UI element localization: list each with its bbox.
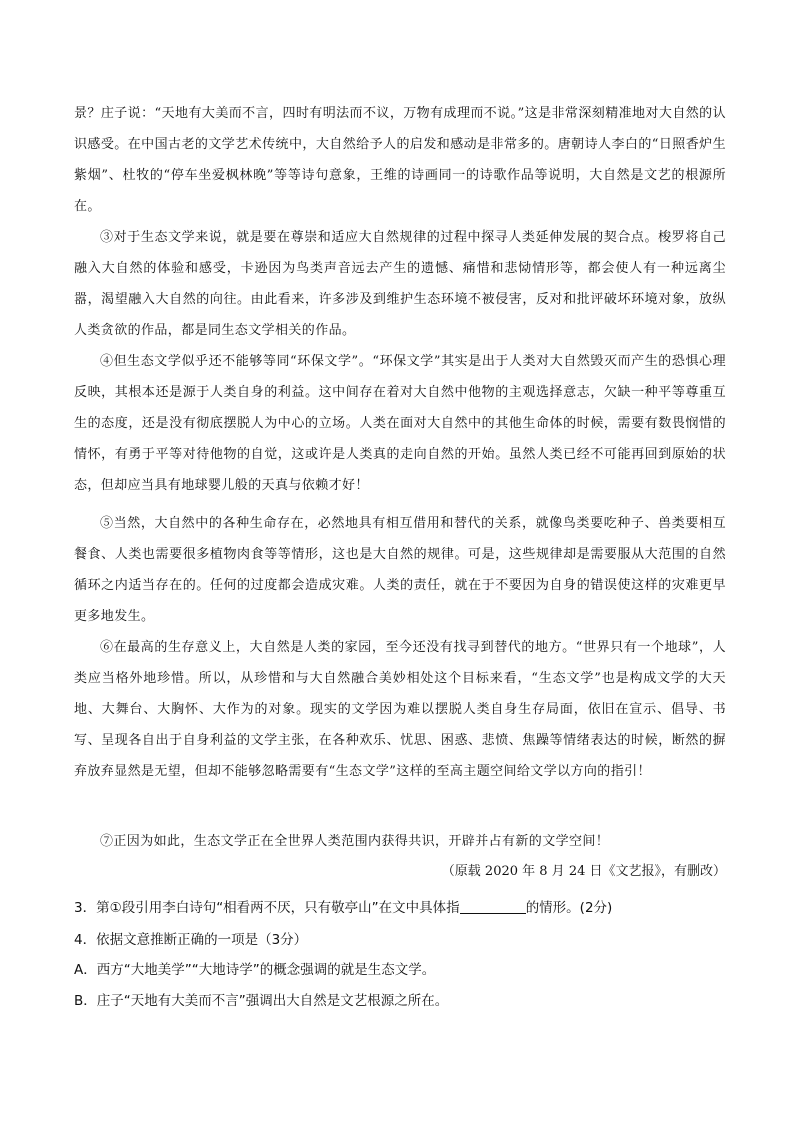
answer-blank[interactable]: [460, 899, 526, 914]
question-3-text: 3．第①段引用李白诗句“相看两不厌，只有敬亭山”在文中具体指: [74, 900, 460, 916]
question-4: 4．依据文意推断正确的一项是（3分）: [74, 932, 308, 948]
paragraph-4: ④但生态文学似乎还不能够等同“环保文学”。“环保文学”其实是出于人类对大自然毁灭而产生的恐惧心理反映，其根本还是源于人类自身的利益。这中间存在着对大自然中他物的主观选择意志，欠缺一种平等尊重互生的态度，还是没有彻底摆脱人为中心的立场。人类在面对大自然中的其他生命体的时候，需要有数畏悯惜的情怀，有勇于平等对待他物的自觉，这或许是人类真的走向自然的开始。虽然人类已经不可能再回到原始的状态，但却应当具有地球婴儿般的天真与依赖才好！: [74, 354, 726, 493]
option-a: A．西方“大地美学”“大地诗学”的概念强调的就是生态文学。: [74, 962, 436, 978]
article-source: （原载 2020 年 8 月 24 日《文艺报》，有删改）: [441, 864, 726, 879]
paragraph-6: ⑥在最高的生存意义上，大自然是人类的家园，至今还没有找寻到替代的地方。“世界只有一个地球”，人类应当格外地珍惜。所以，从珍惜和与大自然融合美妙相处这个目标来看，“生态文学”也是构成文学的大天地、大舞台、大胸怀、大作为的对象。现实的文学因为难以摆脱人类自身生存局面，依旧在宣示、倡导、书写、呈现各自出于自身利益的文学主张，在各种欢乐、忧思、困惑、悲愤、焦躁等情绪表达的时候，断然的摒弃放弃显然是无望，但却不能够忽略需要有“生态文学”这样的至高主题空间给文学以方向的指引！: [74, 640, 726, 779]
paragraph-7: ⑦正因为如此，生态文学正在全世界人类范围内获得共识，开辟并占有新的文学空间！: [100, 834, 610, 849]
paragraph-2-continued: 景？庄子说：“天地有大美而不言，四时有明法而不议，万物有成理而不说。”这是非常深刻精准地对大自然的认识感受。在中国古老的文学艺术传统中，大自然给予人的启发和感动是非常多的。唐朝诗人李白的“日照香炉生紫烟”、杜牧的“停车坐爱枫林晚”等等诗句意象，王维的诗画同一的诗歌作品等说明，大自然是文艺的根源所在。: [74, 106, 726, 214]
paragraph-5: ⑤当然，大自然中的各种生命存在，必然地具有相互借用和替代的关系，就像鸟类要吃种子、兽类要相互餐食、人类也需要很多植物肉食等等情形，这也是大自然的规律。可是，这些规律却是需要服从大范围的自然循环之内适当存在的。任何的过度都会造成灾难。人类的责任，就在于不要因为自身的错误使这样的灾难更早更多地发生。: [74, 516, 726, 624]
paragraph-3: ③对于生态文学来说，就是要在尊崇和适应大自然规律的过程中探寻人类延伸发展的契合点。梭罗将自己融入大自然的体验和感受，卡逊因为鸟类声音远去产生的遗憾、痛惜和悲恸情形等，都会使人有一种远离尘嚣，渴望融入大自然的向往。由此看来，许多涉及到维护生态环境不被侵害，反对和批评破坏环境对象，放纵人类贪欲的作品，都是同生态文学相关的作品。: [74, 230, 726, 338]
question-3: [74, 896, 734, 920]
question-3-score: 的情形。(2分): [525, 900, 613, 916]
option-b: B．庄子“天地有大美而不言”强调出大自然是文艺根源之所在。: [74, 993, 449, 1009]
